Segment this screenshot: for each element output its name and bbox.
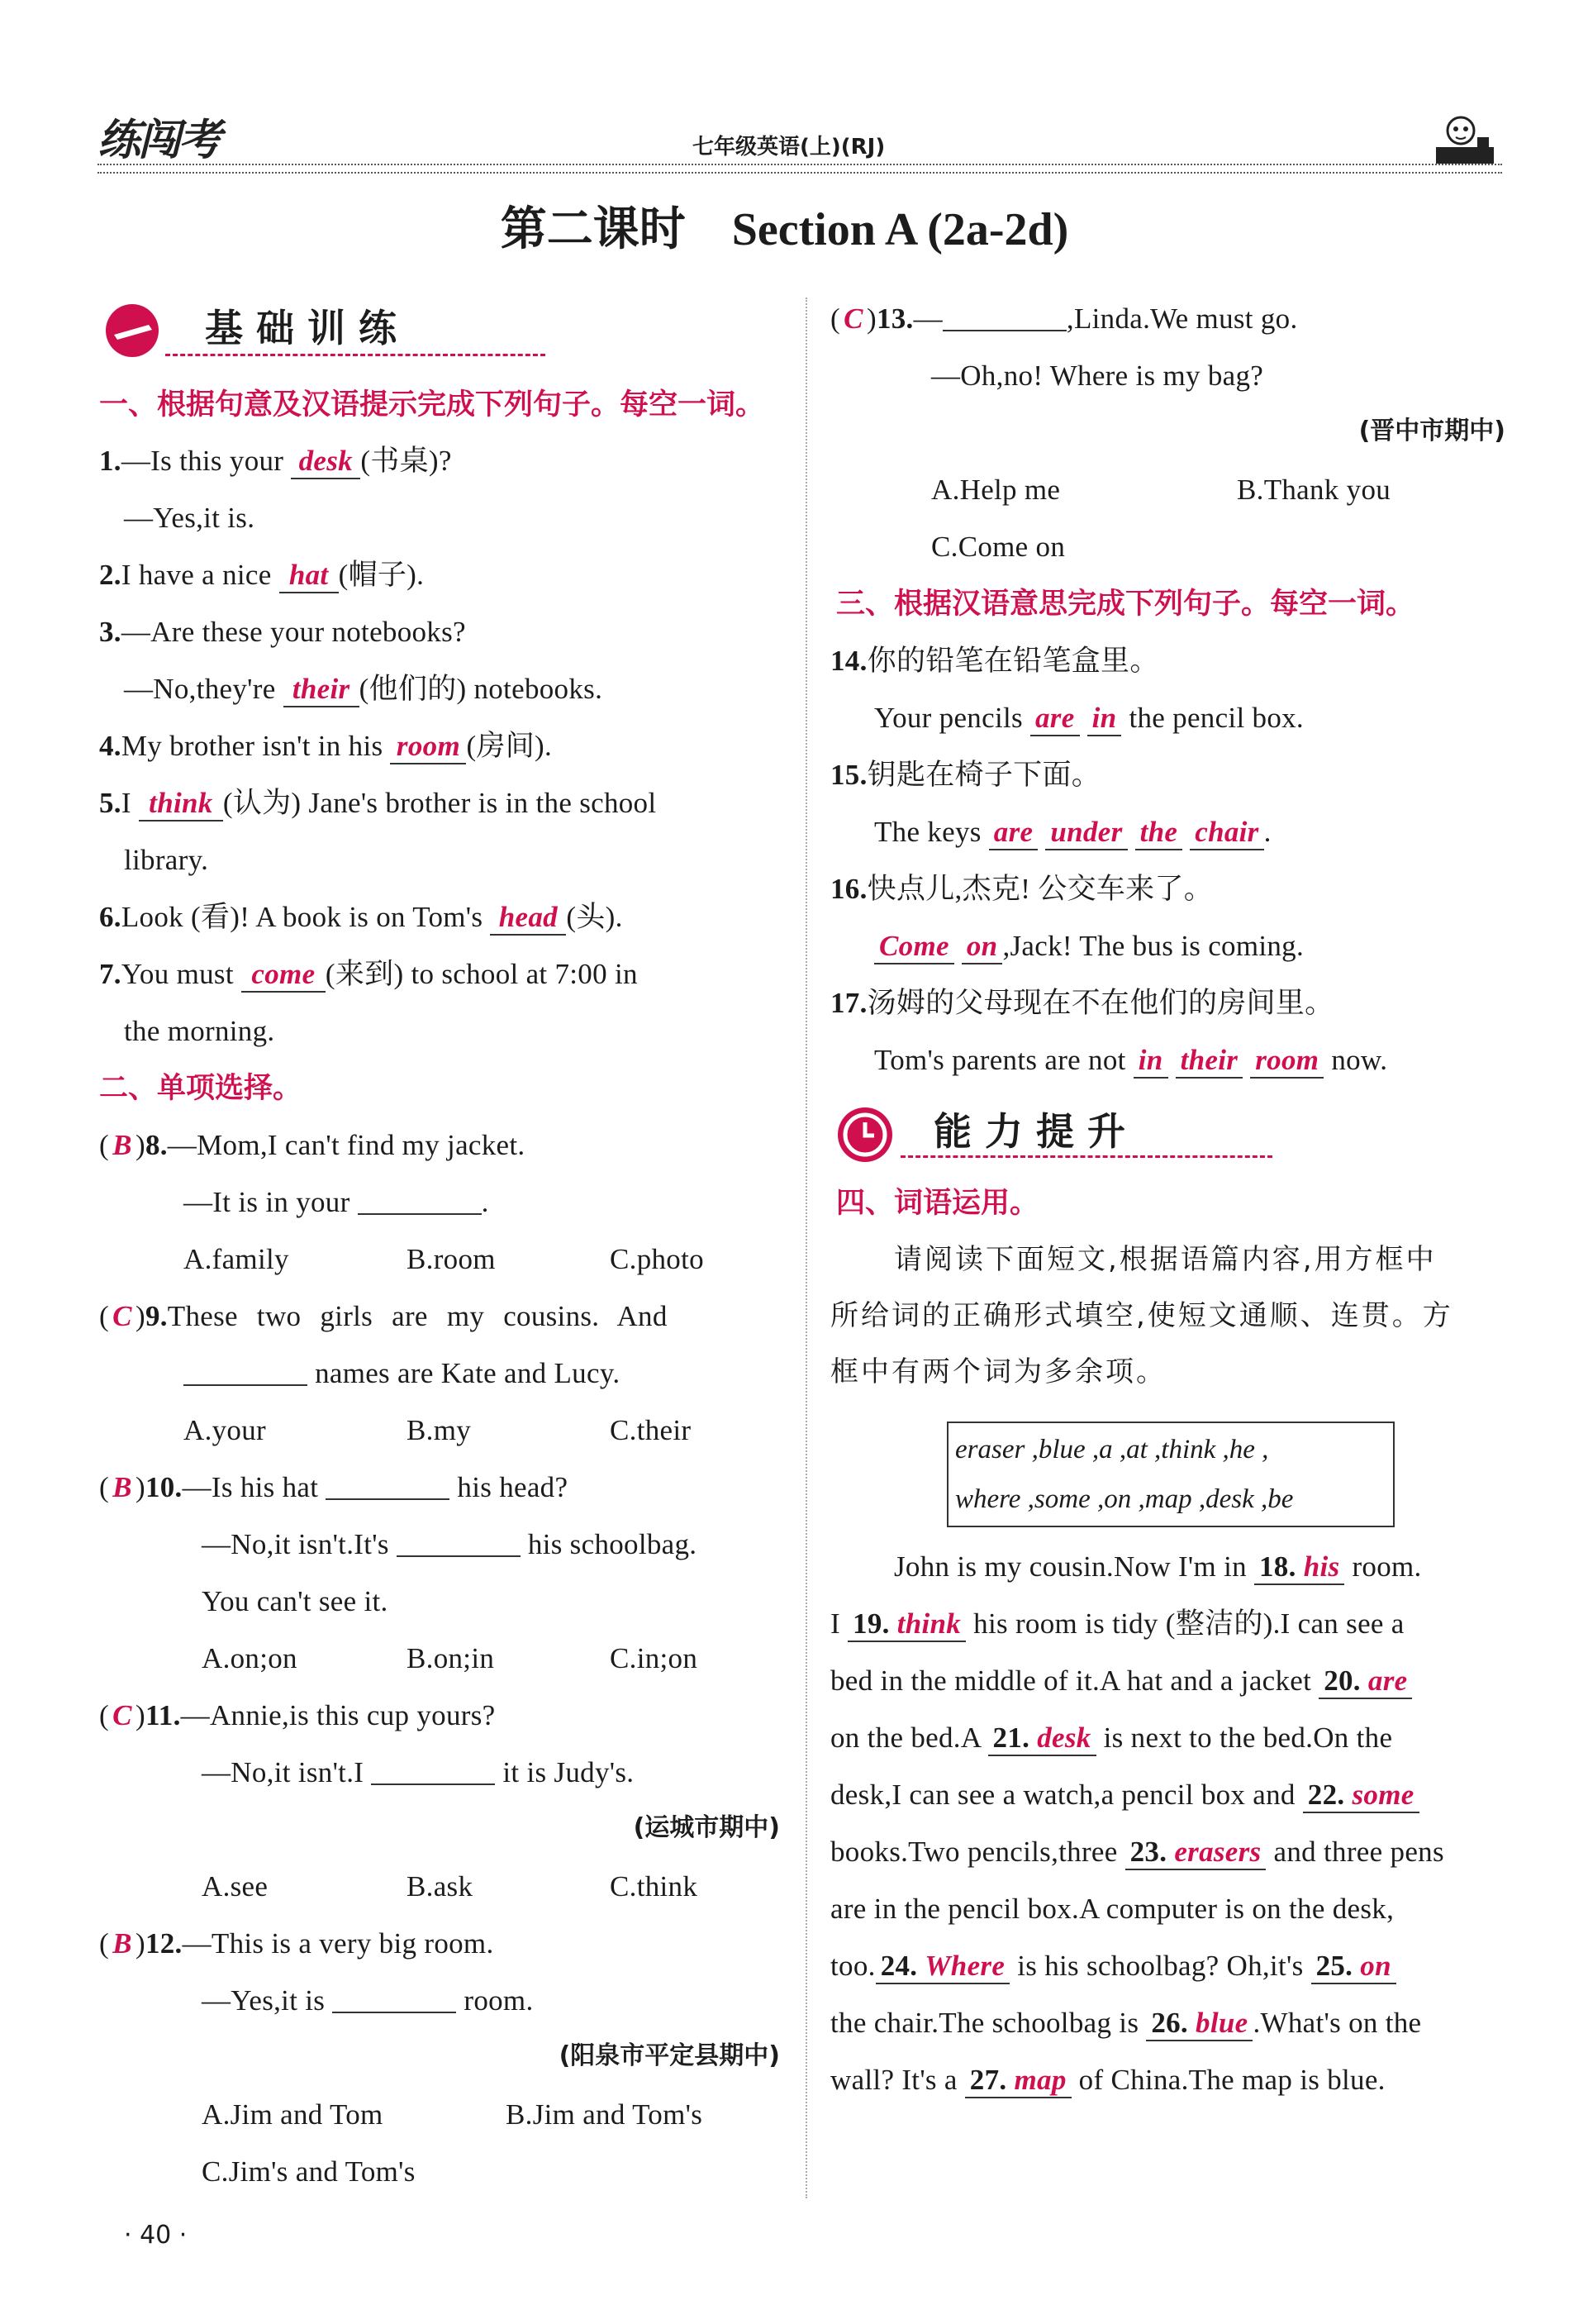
q13-source: (晋中市期中) [1358,417,1505,445]
q9-option-b: B.my [407,1414,472,1446]
q7-line2: the morning. [124,1015,275,1047]
q8: ( B )8.—Mom,I can't find my jacket. [99,1126,525,1165]
ability-underline [901,1155,1272,1158]
q8-answer: B [112,1129,132,1161]
passage-line-3: bed in the middle of it.A hat and a jacket 20. are [830,1661,1412,1701]
ability-clock-icon [834,1104,901,1165]
q9-option-a: A.your [183,1414,266,1446]
q14: Your pencils are in the pencil box. [874,698,1304,738]
basic-training-underline [165,354,545,356]
answer-25: on [1360,1950,1391,1982]
q1: 1.—Is this your desk (书桌)? [99,441,452,481]
q10-option-b: B.on;in [407,1642,495,1674]
passage-line-6: books.Two pencils,three 23. erasers and three pens [830,1832,1444,1872]
q12-option-b: B.Jim and Tom's [506,2098,703,2131]
answer-23: erasers [1174,1836,1262,1868]
q13-option-a: A.Help me [931,474,1061,506]
q16-answer-1: Come [879,930,949,962]
q15-answer-1: are [993,816,1034,848]
q5-answer: think [149,787,213,819]
word-box-line-1: eraser ,blue ,a ,at ,think ,he , [955,1435,1269,1464]
q13-option-b: B.Thank you [1237,474,1391,506]
q2: 2.I have a nice hat (帽子). [99,555,424,595]
q17-answer-2: their [1180,1044,1239,1076]
q17-answer-1: in [1138,1044,1163,1076]
q11-answer: C [112,1699,132,1731]
q2-answer: hat [288,559,329,591]
q11-line2: —No,it isn't.I it is Judy's. [202,1756,635,1788]
q11-option-b: B.ask [407,1870,473,1903]
q10: ( B )10.—Is his hat his head? [99,1468,568,1507]
q14-answer-2: in [1091,702,1117,734]
answer-18: his [1303,1550,1340,1583]
q1-answer: desk [298,445,353,477]
q13: ( C )13.— ,Linda.We must go. [830,299,1298,339]
q8-option-b: B.room [407,1243,496,1275]
q15-answer-4: chair [1195,816,1259,848]
q9-line2: names are Kate and Lucy. [183,1354,620,1393]
q11-option-c: C.think [610,1870,698,1903]
ability-heading: 能力提升 [934,1109,1139,1154]
q15: The keys are under the chair . [874,812,1272,852]
passage-line-8: too. 24. Where is his schoolbag? Oh,it's 25. on [830,1946,1396,1986]
answer-24: Where [925,1950,1006,1982]
q3: 3.—Are these your notebooks? [99,616,466,648]
q16: Come on ,Jack! The bus is coming. [874,926,1304,966]
q10-line2: —No,it isn't.It's his schoolbag. [202,1528,697,1560]
header-rule [97,164,1502,174]
word-box [947,1422,1395,1527]
q7: 7.You must come (来到) to school at 7:00 in [99,955,638,994]
q14-answer-1: are [1034,702,1075,734]
q12: ( B )12.—This is a very big room. [99,1924,494,1964]
q7-answer: come [251,958,316,990]
part4-instruction-3: 框中有两个词为多余项。 [830,1355,1167,1388]
q9-option-c: C.their [610,1414,692,1446]
q15-chinese: 15.钥匙在椅子下面。 [830,759,1101,791]
q13-option-c: C.Come on [931,531,1066,563]
q12-option-a: A.Jim and Tom [202,2098,383,2131]
answer-26: blue [1196,2007,1248,2039]
q6-answer: head [498,901,558,933]
q8-line2: —It is in your . [183,1186,489,1218]
passage-line-2: I 19. think his room is tidy (整洁的).I can see a [830,1604,1405,1644]
q5: 5.I think (认为) Jane's brother is in the school [99,783,656,823]
q13-line2: —Oh,no! Where is my bag? [931,360,1264,392]
q11: ( C )11.—Annie,is this cup yours? [99,1696,495,1736]
q5-line2: library. [124,844,209,876]
q10-option-c: C.in;on [610,1642,698,1674]
q11-option-a: A.see [202,1870,269,1903]
passage-line-7: are in the pencil box.A computer is on the desk, [830,1893,1395,1925]
header-subject: 七年级英语(上)(RJ) [692,135,886,160]
q15-answer-2: under [1050,816,1123,848]
q1-reply: —Yes,it is. [124,502,255,534]
q10-answer: B [112,1471,132,1503]
passage-line-10: wall? It's a 27. map of China.The map is blue. [830,2060,1386,2100]
q4-answer: room [396,730,460,762]
part4-title: 四、词语运用。 [836,1187,1039,1220]
q11-source: (运城市期中) [633,1813,780,1842]
passage-line-5: desk,I can see a watch,a pencil box and 22. some [830,1775,1419,1815]
part4-instruction-2: 所给词的正确形式填空,使短文通顺、连贯。方 [830,1299,1453,1332]
q8-option-c: C.photo [610,1243,704,1275]
q17-chinese: 17.汤姆的父母现在不在他们的房间里。 [830,987,1334,1019]
q12-line2: —Yes,it is room. [202,1984,534,2017]
header-brand: 练闯考 [97,116,220,165]
word-box-line-2: where ,some ,on ,map ,desk ,be [955,1484,1294,1514]
basic-training-badge-icon [99,302,174,360]
q16-answer-2: on [966,930,998,962]
q10-line3: You can't see it. [202,1585,388,1617]
q10-option-a: A.on;on [202,1642,297,1674]
passage-line-4: on the bed.A 21. desk is next to the bed.On the [830,1718,1392,1758]
q3-answer: their [292,673,350,705]
q17: Tom's parents are not in their room now. [874,1041,1387,1080]
column-divider [806,298,807,2198]
q3-reply: —No,they're their (他们的) notebooks. [124,669,602,709]
q12-source: (阳泉市平定县期中) [559,2041,780,2070]
q17-answer-3: room [1255,1044,1319,1076]
answer-19: think [896,1607,962,1640]
q12-answer: B [112,1927,132,1960]
q16-chinese: 16.快点儿,杰克! 公交车来了。 [830,873,1214,905]
q12-option-c: C.Jim's and Tom's [202,2155,416,2188]
q4: 4.My brother isn't in his room (房间). [99,726,552,766]
q14-chinese: 14.你的铅笔在铅笔盒里。 [830,645,1159,677]
part2-title: 二、单项选择。 [99,1072,302,1105]
answer-21: desk [1037,1722,1091,1754]
answer-20: are [1367,1664,1408,1697]
q13-answer: C [844,302,863,335]
header-mascot-icon [1428,112,1502,165]
q15-answer-3: the [1139,816,1178,848]
answer-27: map [1014,2064,1067,2096]
passage-line-1: John is my cousin.Now I'm in 18. his room. [894,1547,1422,1587]
part1-title: 一、根据句意及汉语提示完成下列句子。每空一词。 [99,388,765,421]
part3-title: 三、根据汉语意思完成下列句子。每空一词。 [836,588,1415,621]
passage-line-9: the chair.The schoolbag is 26. blue .What's on the [830,2003,1421,2043]
lesson-title: 第二课时 Section A (2a-2d) [500,204,1069,255]
q9-answer: C [112,1300,132,1332]
answer-22: some [1352,1779,1414,1811]
q9: ( C )9.These two girls are my cousins. And [99,1297,668,1336]
part4-instruction-1: 请阅读下面短文,根据语篇内容,用方框中 [894,1243,1437,1276]
q6: 6.Look (看)! A book is on Tom's head (头). [99,898,623,937]
q8-option-a: A.family [183,1243,289,1275]
page-number: · 40 · [124,2221,188,2250]
basic-training-heading: 基础训练 [205,306,410,350]
